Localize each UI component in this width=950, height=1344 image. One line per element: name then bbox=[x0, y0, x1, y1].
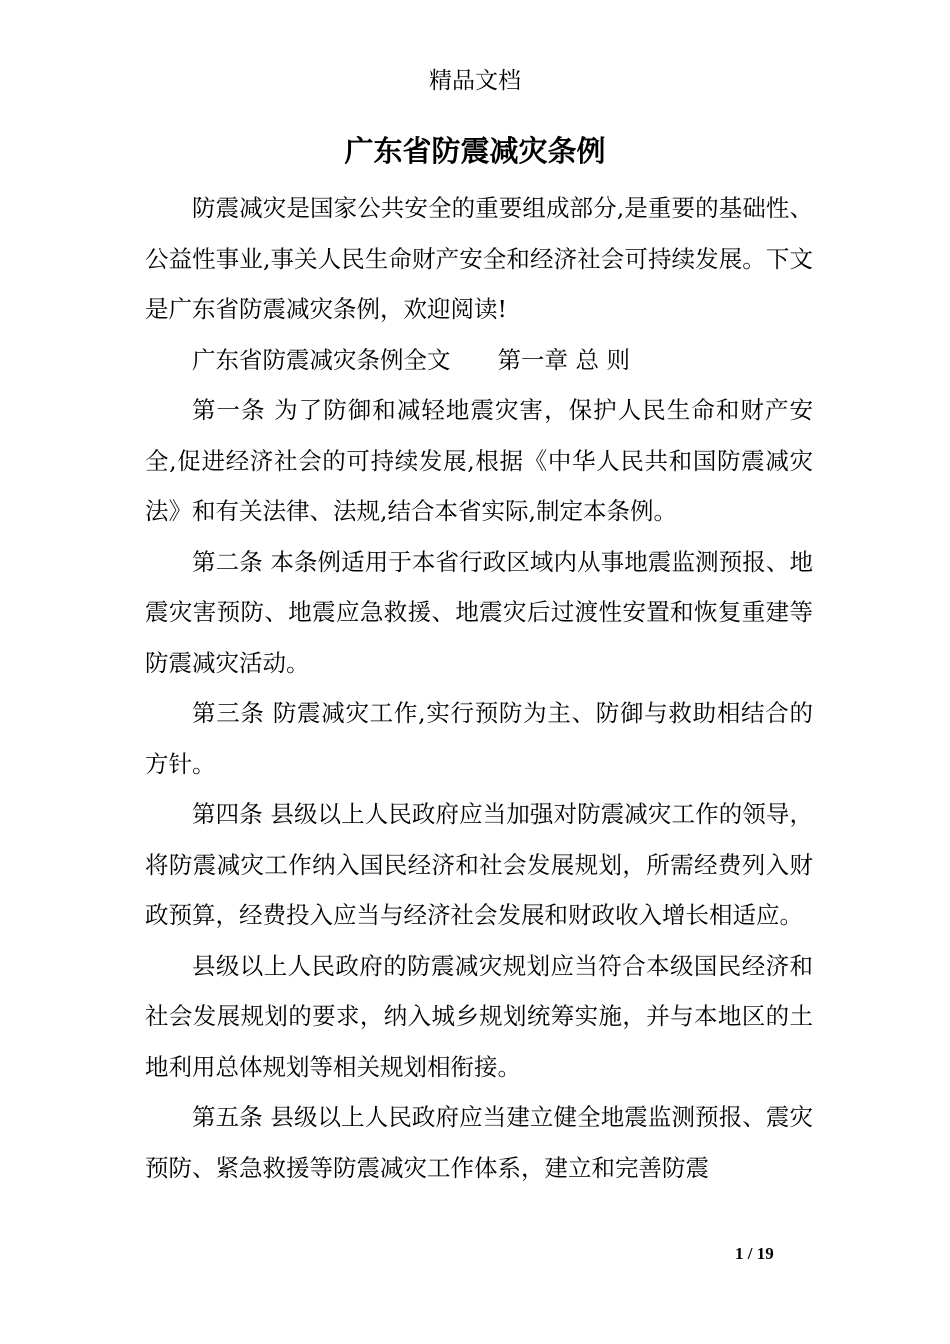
paragraph-chapter-heading: 广东省防震减灾条例全文 第一章 总 则 bbox=[192, 345, 630, 374]
document-body bbox=[145, 183, 813, 1193]
paragraph-article-2: 第二条 本条例适用于本省行政区域内从事地震监测预报、地震灾害预防、地震应急救援、地震灾后过渡性安置和恢复重建等防震减灾活动。 bbox=[145, 547, 813, 677]
page-number: 1 / 19 bbox=[735, 1244, 774, 1263]
document-title: 广东省防震减灾条例 bbox=[344, 134, 606, 168]
paragraph-article-4: 第四条 县级以上人民政府应当加强对防震减灾工作的领导，将防震减灾工作纳入国民经济和社会发展规划，所需经费列入财政预算，经费投入应当与经济社会发展和财政收入增长相适应。 bbox=[145, 800, 813, 929]
paragraph-article-5: 第五条 县级以上人民政府应当建立健全地震监测预报、震灾预防、紧急救援等防震减灾工作体系，建立和完善防震 bbox=[145, 1103, 813, 1182]
paragraph-article-1: 第一条 为了防御和减轻地震灾害，保护人民生命和财产安全,促进经济社会的可持续发展,根据《中华人民共和国防震减灾法》和有关法律、法规,结合本省实际,制定本条例。 bbox=[145, 396, 813, 525]
paragraph-article-4-cont: 县级以上人民政府的防震减灾规划应当符合本级国民经济和社会发展规划的要求，纳入城乡规划统筹实施，并与本地区的土地利用总体规划等相关规划相衔接。 bbox=[145, 951, 813, 1081]
paragraph-article-3: 第三条 防震减灾工作,实行预防为主、防御与救助相结合的方针。 bbox=[145, 699, 813, 778]
paragraph-intro: 防震减灾是国家公共安全的重要组成部分,是重要的基础性、公益性事业,事关人民生命财产安全和经济社会可持续发展。下文是广东省防震减灾条例，欢迎阅读! bbox=[145, 194, 813, 323]
page-header: 精品文档 bbox=[429, 68, 521, 94]
